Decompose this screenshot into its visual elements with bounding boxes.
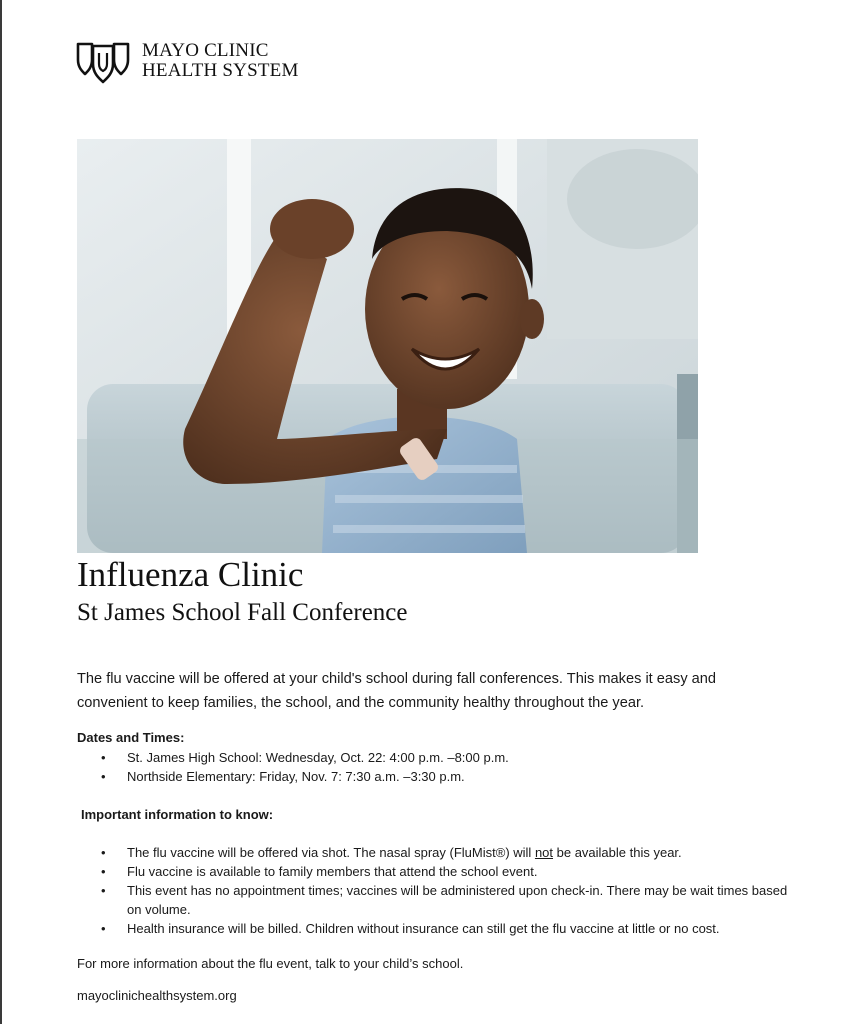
more-info-text: For more information about the flu event, talk to your child’s school. (77, 956, 464, 971)
bullet-icon: • (101, 883, 106, 898)
dates-list (77, 748, 777, 786)
bullet-icon: • (101, 845, 106, 860)
list-item: • The flu vaccine will be offered via shot. The nasal spray (FluMist®) will not be available this year. (101, 845, 682, 860)
bullet-icon: • (101, 769, 106, 784)
child-flexing-arm-photo (77, 139, 698, 553)
page-title: Influenza Clinic (77, 555, 304, 594)
info-list (77, 843, 797, 938)
three-shields-icon (76, 40, 130, 84)
list-item: • St. James High School: Wednesday, Oct. 22: 4:00 p.m. –8:00 p.m. (101, 750, 509, 765)
list-item: • This event has no appointment times; vaccines will be administered upon check-in. There may be wait times based on volume. (101, 883, 788, 917)
intro-paragraph: The flu vaccine will be offered at your child's school during fall conferences. This makes it easy and convenient to keep families, the school, and the community healthy throughout the year. (77, 671, 717, 711)
page-edge (0, 0, 2, 1024)
list-item: • Health insurance will be billed. Children without insurance can still get the flu vaccine at little or no cost. (101, 921, 720, 936)
list-item: • Flu vaccine is available to family members that attend the school event. (101, 864, 538, 879)
emphasis-not: not (534, 845, 554, 860)
logo-line-2: HEALTH SYSTEM (142, 60, 299, 81)
page-subtitle: St James School Fall Conference (77, 599, 408, 626)
bullet-icon: • (101, 864, 106, 879)
dates-heading: Dates and Times: (77, 730, 185, 745)
bullet-icon: • (101, 921, 106, 936)
logo-line-1: MAYO CLINIC (142, 40, 269, 61)
website-link[interactable]: mayoclinichealthsystem.org (77, 988, 237, 1003)
bullet-icon: • (101, 750, 106, 765)
info-heading: Important information to know: (81, 807, 274, 822)
list-item: • Northside Elementary: Friday, Nov. 7: 7:30 a.m. –3:30 p.m. (101, 769, 465, 784)
mayo-clinic-logo (76, 40, 299, 84)
